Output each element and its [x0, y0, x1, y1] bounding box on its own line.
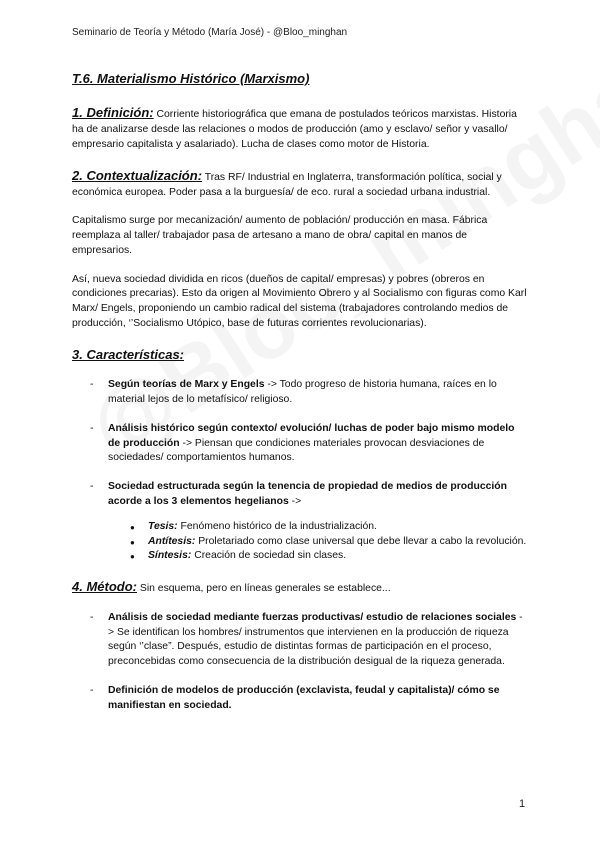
item-text: -> [288, 496, 302, 507]
document-body [72, 70, 528, 727]
item-text: -> Se identifican los hombres/ instrumentos que intervienen en la producción de riqueza según ‘’clase”. Después, estudio de distintas formas de participación en el proceso, preconcebidas como consecuencia de la distribución desigual de la riqueza generada. [108, 611, 523, 668]
section-definicion [72, 104, 528, 152]
item-bold: Según teorías de Marx y Engels [108, 379, 265, 391]
list-item [72, 422, 528, 466]
item-text: Creación de sociedad sin clases. [191, 550, 347, 562]
list-item [72, 611, 528, 670]
item-bold: Definición de modelos de producción (exclavista, feudal y capitalista)/ cómo se manifiestan en sociedad. [108, 684, 500, 711]
section-heading: 2. Contextualización: [72, 167, 203, 183]
bullet-item [108, 535, 528, 550]
list-item [72, 480, 528, 564]
page-number: 1 [519, 798, 526, 810]
section-heading: 3. Características: [72, 346, 185, 362]
section-heading: 4. Método: [72, 579, 137, 595]
section-text: Corriente historiográfica que emana de postulados teóricos marxistas. Historia ha de analizarse desde las relaciones o modos de producción (amo y esclavo/ señor y vasallo/ empresario capitalista y asalariado). Lucha de clases como motor de Historia. [72, 109, 517, 150]
item-text: -> Piensan que condiciones materiales provocan desviaciones de sociedades/ comportamientos humanos. [108, 437, 485, 464]
document-title: T.6. Materialismo Histórico (Marxismo) [72, 71, 310, 86]
page-header: Seminario de Teoría y Método (María José) - @Bloo_minghan [72, 27, 348, 38]
list-item [72, 378, 528, 408]
item-bold: Análisis histórico según contexto/ evolución/ luchas de poder bajo mismo modelo de producción [108, 422, 515, 449]
section-text: Tras RF/ Industrial en Inglaterra, transformación política, social y económica europea. Poder pasa a la burguesía/ de eco. rural a sociedad urbana industrial. [72, 171, 502, 198]
item-bold: Síntesis: [148, 550, 192, 562]
section-heading: 1. Definición: [72, 105, 154, 121]
list-item [72, 684, 528, 714]
item-text: Fenómeno histórico de la industrialización. [177, 520, 377, 532]
hegelian-list [108, 520, 528, 564]
item-text: Proletariado como clase universal que debe llevar a cabo la revolución. [195, 535, 527, 547]
characteristics-list [72, 378, 528, 564]
item-bold: Sociedad estructurada según la tenencia de propiedad de medios de producción acorde a los 3 elementos hegelianos [108, 481, 507, 507]
item-bold: Análisis de sociedad mediante fuerzas productivas/ estudio de relaciones sociales [108, 611, 517, 623]
item-text: -> Todo progreso de historia humana, raíces en lo material lejos de lo metafísico/ religioso. [108, 379, 497, 406]
section-caracteristicas [72, 346, 528, 365]
paragraph: Capitalismo surge por mecanización/ aumento de población/ producción en masa. Fábrica reemplaza al taller/ trabajador pasa de artesano a mano de obra/ capital en manos de empresarios. [72, 215, 488, 256]
bullet-item [108, 520, 528, 535]
section-metodo [72, 578, 528, 597]
bullet-item [108, 549, 528, 564]
item-bold: Antítesis: [148, 535, 196, 547]
section-contextualizacion [72, 167, 528, 201]
method-list [72, 611, 528, 714]
paragraph: Así, nueva sociedad dividida en ricos (dueños de capital/ empresas) y pobres (obreros en condiciones precarias). Esto da origen al Movimiento Obrero y al Socialismo con figuras como Karl Marx/ Engels, proponiendo un cambio radical del sistema (trabajadores controlando medios de producción, ‘’Socialismo Utópico, base de futuras corrientes revolucionarias). [72, 273, 527, 329]
section-text: Sin esquema, pero en líneas generales se establece... [137, 583, 391, 595]
item-bold: Tesis: [148, 520, 178, 532]
